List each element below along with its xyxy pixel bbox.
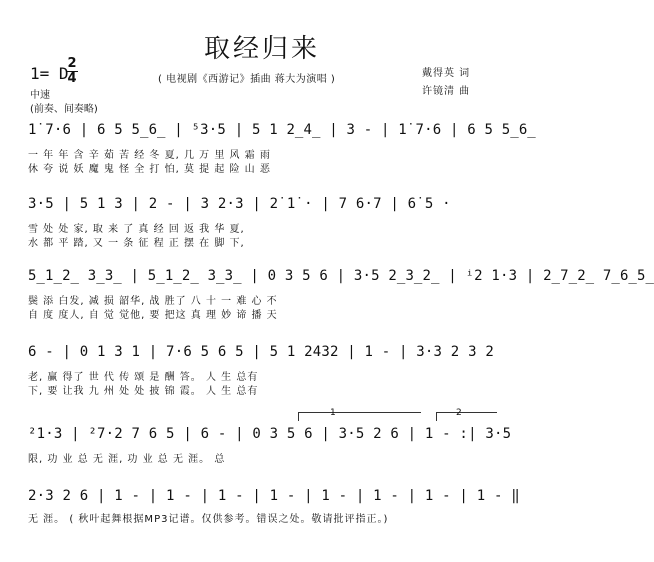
notation-line-4: 6 - | 0 1 3 1 | 7·6 5 6 5 | 5 1 2432 | 1 - | 3·3 2 3 2: [28, 344, 494, 360]
tempo-marking: 中速: [30, 90, 50, 101]
meter-top: 2: [67, 56, 77, 71]
volta-bracket-1: [298, 412, 421, 421]
lyric-line-1a: 一 年 年 含 辛 茹 苦 经 冬 夏, 几 万 里 风 霜 雨: [28, 150, 271, 161]
lyric-line-4a: 老, 赢 得了 世 代 传 颂 是 酬 答。 人 生 总有: [28, 372, 259, 383]
volta-number-1: 1: [330, 408, 336, 418]
notation-line-6: 2·3 2 6 | 1 - | 1 - | 1 - | 1 - | 1 - | 1 - | 1 - | 1 - ‖: [28, 488, 520, 504]
lyric-line-2a: 雪 处 处 家, 取 来 了 真 经 回 返 我 华 夏,: [28, 224, 245, 235]
lyric-line-4b: 下, 要 让我 九 州 处 处 披 锦 霞。 人 生 总有: [28, 386, 259, 397]
notation-line-5: ²1·3 | ²7·2 7 6 5 | 6 - | 0 3 5 6 | 3·5 2 6 | 1 - :| 3·5: [28, 426, 512, 442]
lyric-line-3b: 自 度 度人, 自 觉 觉他, 要 把这 真 理 妙 谛 播 天: [28, 310, 278, 321]
composer-credit: 许镜清 曲: [422, 86, 471, 97]
performance-note: (前奏、间奏略): [30, 104, 98, 115]
lyric-line-1b: 休 夸 说 妖 魔 鬼 怪 全 打 怕, 莫 提 起 险 山 恶: [28, 164, 271, 175]
key-signature: 1= D: [30, 64, 69, 83]
time-signature: [66, 58, 78, 85]
lyric-line-2b: 水 都 平 踏, 又 一 条 征 程 正 摆 在 脚 下,: [28, 238, 245, 249]
notation-line-3: 5̲1̲2̲ 3̲3̲ | 5̲1̲2̲ 3̲3̲ | 0 3 5 6 | 3·5 2̲3̲2̲ | ⁱ2 1·3 | 2̲7̲2̲ 7̲6̲5̲: [28, 268, 654, 284]
lyric-line-5a: 限, 功 业 总 无 涯, 功 业 总 无 涯。 总: [28, 454, 226, 465]
lyric-line-3a: 鬓 添 白发, 减 损 韶华, 战 胜了 八 十 一 难 心 不: [28, 296, 278, 307]
song-subtitle: ( 电视剧《西游记》插曲 蒋大为演唱 ): [158, 74, 336, 85]
notation-line-1: 1̇ 7·6 | 6 5 5̲6̲ | ⁵3·5 | 5 1 2̲4̲ | 3 - | 1̇ 7·6 | 6 5 5̲6̲: [28, 122, 536, 138]
notation-line-2: 3·5 | 5 1 3 | 2 - | 3 2·3 | 2̇ 1̇ · | 7 6·7 | 6̇ 5 ·: [28, 196, 451, 212]
volta-bracket-2: [436, 412, 497, 421]
volta-number-2: 2: [456, 408, 462, 418]
meter-bottom: 4: [67, 71, 77, 86]
song-title: 取经归来: [203, 34, 320, 64]
lyric-line-6a: 无 涯。 ( 秋叶起舞根据MP3记谱。仅供参考。错误之处。敬请批评指正。): [28, 514, 389, 525]
lyricist-credit: 戴得英 词: [422, 68, 471, 79]
